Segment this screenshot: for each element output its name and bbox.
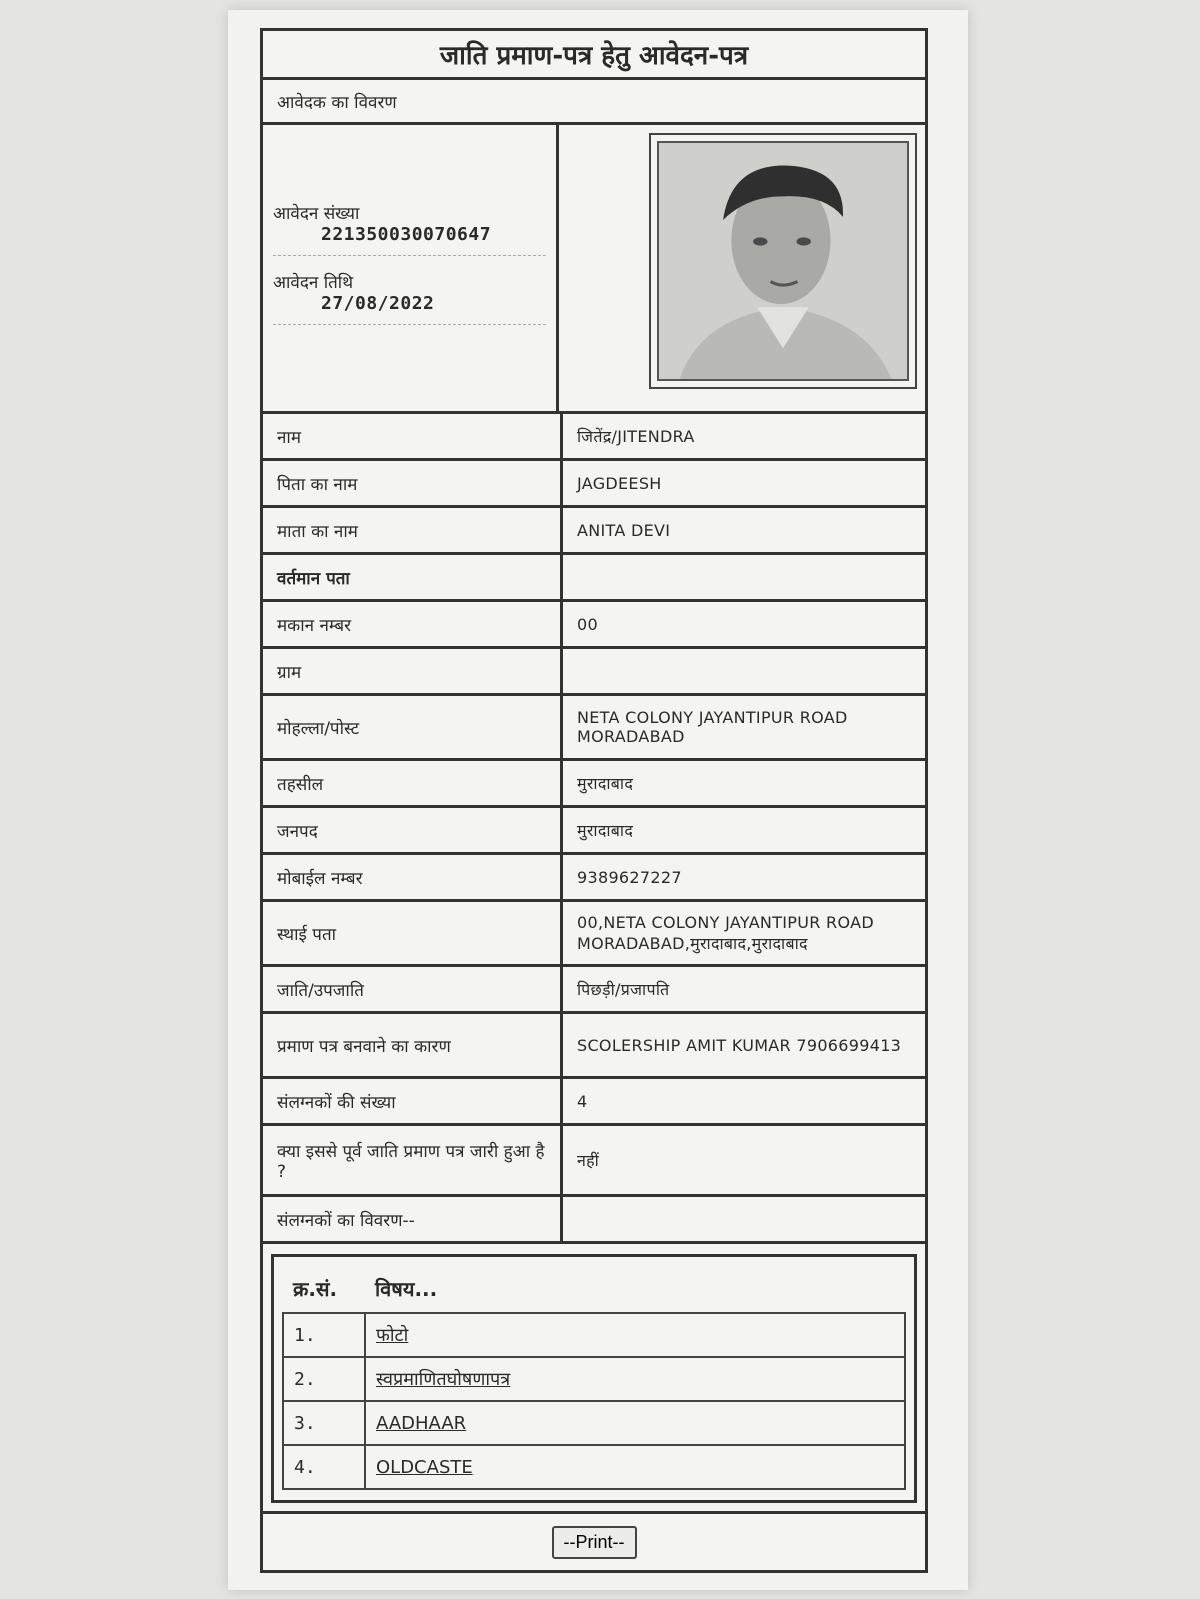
field-label: वर्तमान पता	[263, 555, 563, 599]
table-row	[283, 1401, 905, 1445]
field-row-attachment-details	[263, 1197, 925, 1244]
field-row-permanent-address	[263, 902, 925, 967]
table-row	[283, 1357, 905, 1401]
field-row-mother-name	[263, 508, 925, 555]
attachment-link[interactable]: OLDCASTE	[376, 1456, 473, 1478]
field-row-previous-certificate	[263, 1126, 925, 1197]
field-label: प्रमाण पत्र बनवाने का कारण	[263, 1014, 563, 1076]
field-label: मोबाईल नम्बर	[263, 855, 563, 899]
application-meta	[263, 125, 559, 411]
field-label: मकान नम्बर	[263, 602, 563, 646]
form-title: जाति प्रमाण-पत्र हेतु आवेदन-पत्र	[263, 31, 925, 80]
field-label: ग्राम	[263, 649, 563, 693]
print-row	[263, 1514, 925, 1570]
applicant-header	[263, 125, 925, 414]
field-row-district	[263, 808, 925, 855]
applicant-photo	[649, 133, 917, 389]
field-row-locality	[263, 696, 925, 761]
attachment-link[interactable]: फोटो	[376, 1325, 409, 1346]
row-subject-cell	[365, 1313, 905, 1357]
field-value	[563, 1197, 925, 1241]
field-label: स्थाई पता	[263, 902, 563, 964]
field-row-attachment-count	[263, 1079, 925, 1126]
field-value	[563, 555, 925, 599]
field-row-house-number	[263, 602, 925, 649]
table-row	[283, 1313, 905, 1357]
col-subject: विषय...	[365, 1265, 905, 1313]
field-row-tehsil	[263, 761, 925, 808]
row-serial: 1.	[283, 1313, 365, 1357]
field-label: तहसील	[263, 761, 563, 805]
application-date-label: आवेदन तिथि	[273, 273, 354, 293]
field-value: 9389627227	[577, 867, 682, 887]
field-value	[563, 649, 925, 693]
row-subject-cell	[365, 1401, 905, 1445]
field-label: मोहल्ला/पोस्ट	[263, 696, 563, 758]
attachments-section	[263, 1244, 925, 1514]
section-heading: आवेदक का विवरण	[263, 80, 925, 125]
field-label: क्या इससे पूर्व जाति प्रमाण पत्र जारी हुआ है ?	[263, 1126, 563, 1194]
col-serial: क्र.सं.	[283, 1265, 365, 1313]
field-row-reason	[263, 1014, 925, 1079]
row-serial: 3.	[283, 1401, 365, 1445]
paper-sheet	[228, 10, 968, 1590]
field-label: जनपद	[263, 808, 563, 852]
field-value: पिछड़ी/प्रजापति	[577, 980, 670, 999]
field-value: जितेंद्र/JITENDRA	[577, 427, 695, 446]
field-row-caste	[263, 967, 925, 1014]
table-row	[283, 1445, 905, 1489]
attachment-link[interactable]: स्वप्रमाणितघोषणापत्र	[376, 1369, 511, 1390]
field-row-village	[263, 649, 925, 696]
field-label: जाति/उपजाति	[263, 967, 563, 1011]
field-row-current-address	[263, 555, 925, 602]
person-photo-icon	[657, 141, 909, 381]
field-value: 4	[577, 1091, 588, 1111]
application-form	[260, 28, 928, 1573]
application-number: 221350030070647	[321, 224, 492, 245]
photo-cell	[559, 125, 925, 411]
attachments-table	[282, 1265, 906, 1490]
field-label: पिता का नाम	[263, 461, 563, 505]
row-serial: 2.	[283, 1357, 365, 1401]
application-number-label: आवेदन संख्या	[273, 204, 360, 224]
field-value: 00,NETA COLONY JAYANTIPUR ROAD MORADABAD,मुरादाबाद,मुरादाबाद	[577, 912, 874, 953]
row-subject-cell	[365, 1445, 905, 1489]
attachment-link[interactable]: AADHAAR	[376, 1412, 467, 1434]
attachments-header-row	[283, 1265, 905, 1313]
field-row-name	[263, 414, 925, 461]
field-label: नाम	[263, 414, 563, 458]
field-value: NETA COLONY JAYANTIPUR ROAD MORADABAD	[577, 708, 848, 746]
field-value: ANITA DEVI	[577, 520, 671, 540]
field-row-mobile	[263, 855, 925, 902]
field-value: नहीं	[577, 1151, 600, 1170]
row-subject-cell	[365, 1357, 905, 1401]
field-value: मुरादाबाद	[577, 821, 634, 840]
field-label: संलग्नकों का विवरण--	[263, 1197, 563, 1241]
field-label: माता का नाम	[263, 508, 563, 552]
field-label: संलग्नकों की संख्या	[263, 1079, 563, 1123]
field-value: SCOLERSHIP AMIT KUMAR 7906699413	[577, 1035, 902, 1055]
field-value: मुरादाबाद	[577, 774, 634, 793]
application-date: 27/08/2022	[321, 293, 435, 314]
attachments-box	[271, 1254, 917, 1503]
field-value: 00	[577, 614, 598, 634]
field-value: JAGDEESH	[577, 473, 662, 493]
field-row-father-name	[263, 461, 925, 508]
row-serial: 4.	[283, 1445, 365, 1489]
print-button[interactable]: --Print--	[552, 1526, 637, 1559]
